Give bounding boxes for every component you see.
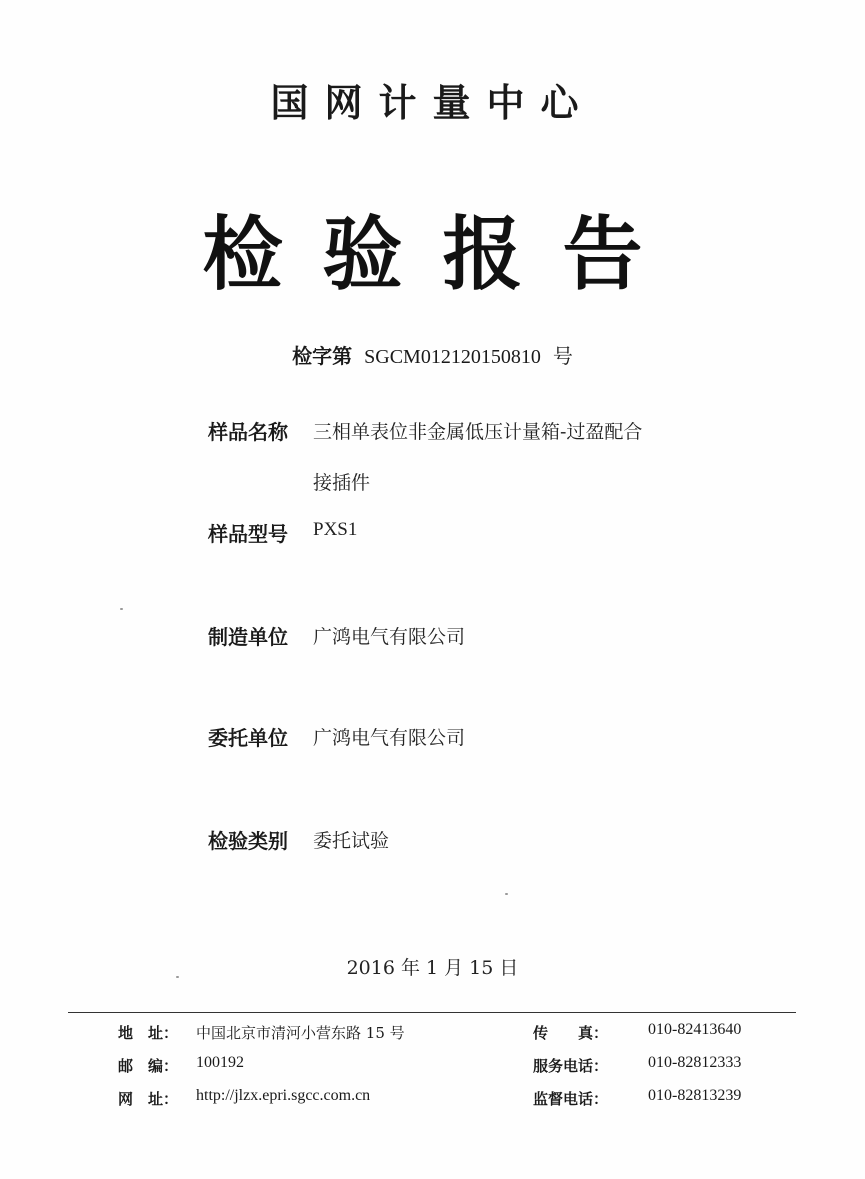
report-title: 检验报告 bbox=[202, 208, 683, 301]
manufacturer-label: 制造单位 bbox=[208, 625, 288, 649]
manufacturer-value: 广鸿电气有限公司 bbox=[313, 626, 466, 648]
scan-speck bbox=[120, 608, 123, 610]
report-number-suffix: 号 bbox=[552, 344, 573, 368]
report-number: SGCM012120150810 bbox=[364, 346, 541, 368]
report-number-line bbox=[0, 340, 865, 369]
sample-name-label: 样品名称 bbox=[208, 420, 288, 444]
sample-model-label: 样品型号 bbox=[208, 522, 288, 546]
inspection-type-label: 检验类别 bbox=[208, 829, 288, 853]
client-value: 广鸿电气有限公司 bbox=[313, 727, 466, 749]
organization-name: 国网计量中心 bbox=[270, 81, 595, 125]
service-phone-value: 010-82812333 bbox=[648, 1054, 742, 1071]
scan-speck bbox=[505, 893, 508, 895]
website-label: 网 址： bbox=[118, 1090, 179, 1108]
supervision-phone-value: 010-82813239 bbox=[648, 1087, 742, 1104]
client-label: 委托单位 bbox=[208, 726, 288, 750]
postcode-label: 邮 编： bbox=[118, 1057, 179, 1075]
address-label: 地 址： bbox=[118, 1024, 179, 1042]
scan-speck bbox=[176, 976, 179, 978]
sample-name-value-line2: 接插件 bbox=[313, 472, 371, 494]
sample-name-value-line1: 三相单表位非金属低压计量箱-过盈配合 bbox=[313, 421, 643, 443]
report-number-prefix: 检字第 bbox=[292, 344, 353, 368]
footer-divider bbox=[68, 1012, 796, 1013]
address-value: 中国北京市清河小营东路 15 号 bbox=[196, 1024, 405, 1042]
report-date: 2016 年 1 月 15 日 bbox=[346, 957, 519, 979]
fax-value: 010-82413640 bbox=[648, 1021, 742, 1038]
service-phone-label: 服务电话： bbox=[533, 1057, 609, 1075]
supervision-phone-label: 监督电话： bbox=[533, 1090, 609, 1108]
fax-label: 传 真： bbox=[533, 1024, 609, 1042]
website-value: http://jlzx.epri.sgcc.com.cn bbox=[196, 1087, 371, 1104]
inspection-type-value: 委托试验 bbox=[313, 830, 390, 852]
postcode-value: 100192 bbox=[196, 1054, 244, 1071]
sample-model-value: PXS1 bbox=[313, 519, 358, 540]
